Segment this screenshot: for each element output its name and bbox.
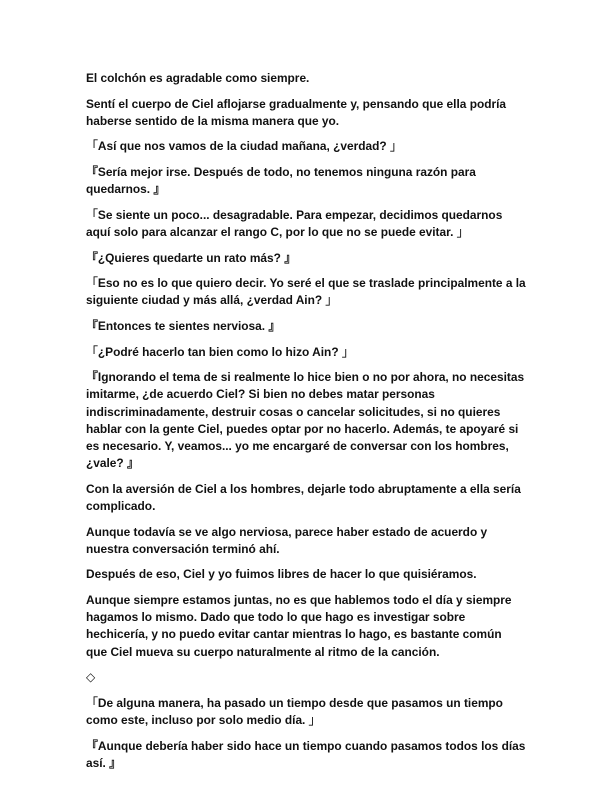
- paragraph: Con la aversión de Ciel a los hombres, dejarle todo abruptamente a ella sería complicado.: [86, 481, 525, 513]
- paragraph: Después de eso, Ciel y yo fuimos libres de hacer lo que quisiéramos.: [86, 567, 477, 582]
- dialogue-line: 『Ignorando el tema de si realmente lo hice bien o no por ahora, no necesitas imitarme, ¿de acuerdo Ciel? Si bien no debes matar personas indiscriminadamente, destruir cosas o cancelar solicitudes, si no quieres hablar con la gente Ciel, puedes optar por no hacerlo. Además, te apoyaré si es necesario. Y, veamos... yo me encargaré de conversar con los hombres, ¿vale? 』: [86, 370, 528, 471]
- dialogue-line: 「¿Podré hacerlo tan bien como lo hizo Ain? 」: [86, 344, 354, 359]
- dialogue-line: 「De alguna manera, ha pasado un tiempo desde que pasamos un tiempo como este, incluso por solo medio día. 」: [86, 695, 507, 727]
- dialogue-line: 『Sería mejor irse. Después de todo, no tenemos ninguna razón para quedarnos. 』: [86, 164, 480, 197]
- paragraph: Aunque todavía se ve algo nerviosa, parece haber estado de acuerdo y nuestra conversación terminó ahí.: [86, 524, 491, 556]
- paragraph: Sentí el cuerpo de Ciel aflojarse gradualmente y, pensando que ella podría haberse sentido de la misma manera que yo.: [86, 96, 510, 128]
- dialogue-line: 「Así que nos vamos de la ciudad mañana, ¿verdad? 」: [86, 139, 402, 154]
- dialogue-line: 「Se siente un poco... desagradable. Para empezar, decidimos quedarnos aquí solo para alcanzar el rango C, por lo que no se puede evitar. 」: [86, 207, 506, 239]
- document-body: [86, 70, 529, 780]
- dialogue-line: 『Entonces te sientes nerviosa. 』: [86, 318, 281, 333]
- dialogue-line: 『Aunque debería haber sido hace un tiempo cuando pasamos todos los días así. 』: [86, 738, 529, 770]
- dialogue-line: 「Eso no es lo que quiero decir. Yo seré el que se traslade principalmente a la siguiente ciudad y más allá, ¿verdad Ain? 」: [86, 276, 529, 308]
- paragraph: El colchón es agradable como siempre.: [86, 71, 310, 85]
- paragraph: Aunque siempre estamos juntas, no es que hablemos todo el día y siempre hagamos lo mismo. Dado que todo lo que hago es investigar sobre hechicería, y no puedo evitar cantar mientras lo hago, es bastante común que Ciel mueva su cuerpo naturalmente al ritmo de la canción.: [86, 592, 515, 659]
- scene-break-diamond: ◇: [86, 670, 96, 685]
- dialogue-line: 『¿Quieres quedarte un rato más? 』: [86, 250, 297, 265]
